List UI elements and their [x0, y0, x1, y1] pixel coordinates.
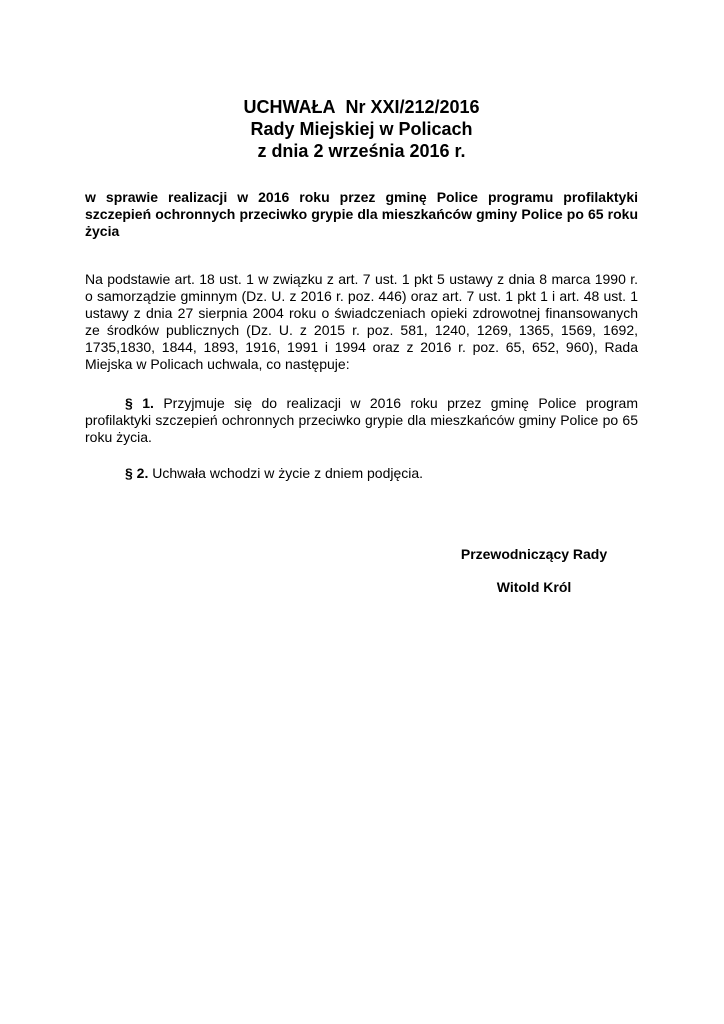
signature-block: [409, 546, 659, 596]
signature-name: Witold Król: [496, 579, 572, 595]
signature-role: Przewodniczący Rady: [460, 546, 608, 562]
section-1-text: Przyjmuje się do realizacji w 2016 roku przez gminę Police program profilaktyki szczepień ochronnych przeciwko grypie dla mieszkańców gminy Police po 65 roku życia.: [85, 395, 638, 445]
section-1-marker: § 1.: [125, 395, 154, 411]
title-line-date: z dnia 2 września 2016 r.: [257, 141, 466, 161]
section-paragraph-1: [85, 395, 638, 446]
title-line-authority: Rady Miejskiej w Policach: [250, 119, 473, 139]
section-2-marker: § 2.: [125, 465, 149, 481]
document-content: [0, 96, 724, 596]
section-paragraph-2: [85, 465, 638, 482]
title-line-number: UCHWAŁA Nr XXI/212/2016: [243, 97, 480, 117]
document-subject: w sprawie realizacji w 2016 roku przez gminę Police programu profilaktyki szczepień ochronnych przeciwko grypie dla mieszkańców gminy Police po 65 roku życia: [85, 189, 638, 239]
document-title: [85, 96, 638, 162]
section-2-text: Uchwała wchodzi w życie z dniem podjęcia.: [152, 465, 424, 481]
legal-basis-paragraph: Na podstawie art. 18 ust. 1 w związku z art. 7 ust. 1 pkt 5 ustawy z dnia 8 marca 1990 r. o samorządzie gminnym (Dz. U. z 2016 r. poz. 446) oraz art. 7 ust. 1 pkt 1 i art. 48 ust. 1 ustawy z dnia 27 sierpnia 2004 roku o świadczeniach opieki zdrowotnej finansowanych ze środków publicznych (Dz. U. z 2015 r. poz. 581, 1240, 1269, 1365, 1569, 1692, 1735,1830, 1844, 1893, 1916, 1991 i 1994 oraz z 2016 r. poz. 65, 652, 960), Rada Miejska w Policach uchwala, co następuje:: [85, 271, 638, 372]
